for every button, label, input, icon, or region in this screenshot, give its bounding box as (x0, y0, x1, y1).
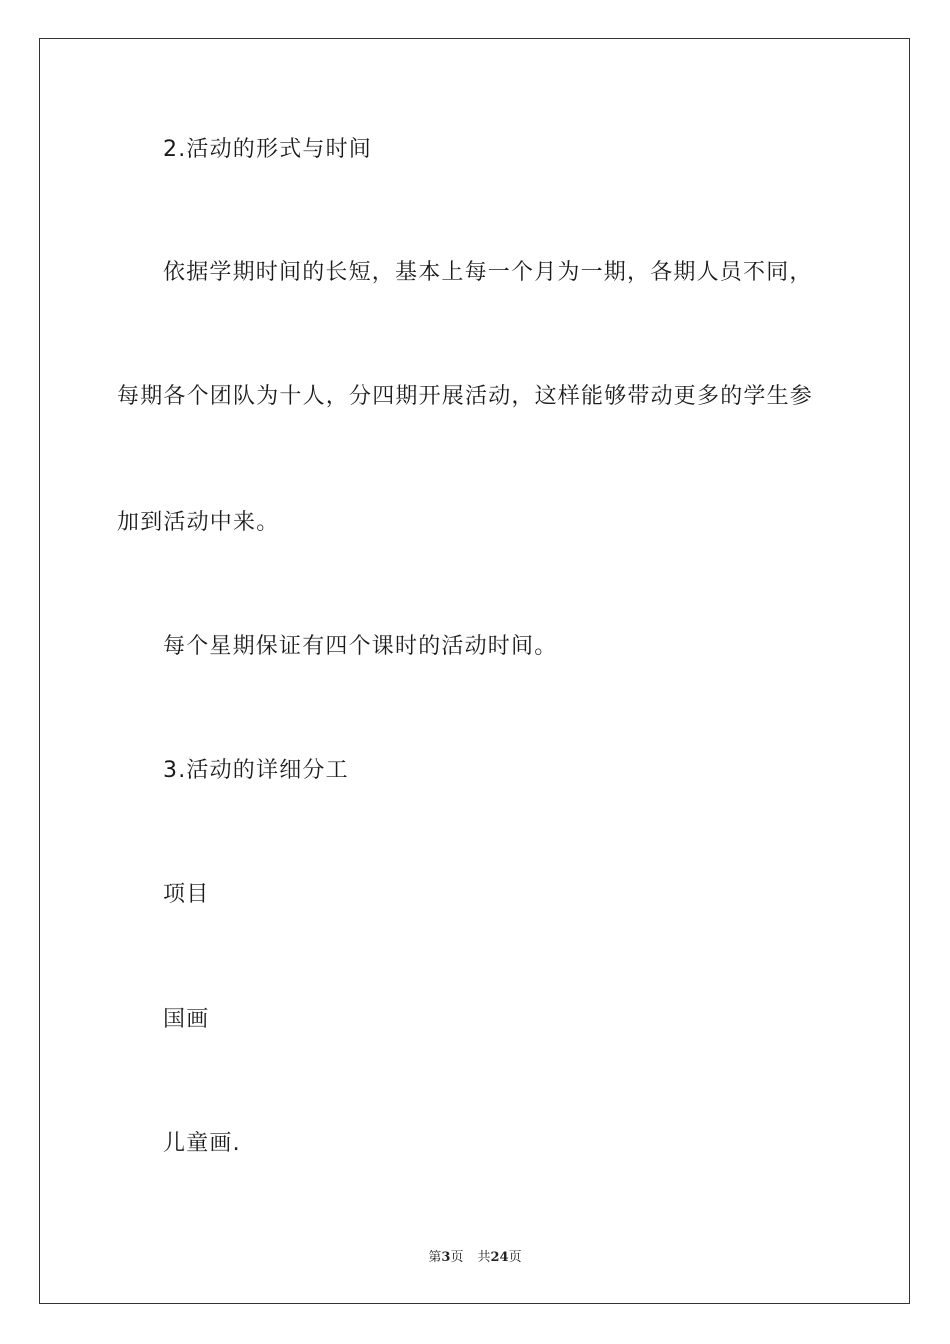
list-item: 国画 (163, 1007, 210, 1032)
list-item: 儿童画. (163, 1131, 241, 1156)
page-number: 3 (441, 1250, 451, 1265)
list-item: 项目 (163, 882, 210, 907)
page-footer (0, 1249, 950, 1267)
page-border (39, 38, 910, 1304)
paragraph-line: 依据学期时间的长短，基本上每一个月为一期，各期人员不同， (163, 260, 813, 285)
paragraph-line: 加到活动中来。 (117, 510, 280, 535)
total-pages: 24 (490, 1250, 509, 1265)
section-heading-3: 3.活动的详细分工 (163, 758, 349, 783)
paragraph-line: 每期各个团队为十人，分四期开展活动，这样能够带动更多的学生参 (117, 384, 814, 409)
section-heading-2: 2.活动的形式与时间 (163, 137, 372, 162)
paragraph-line: 每个星期保证有四个课时的活动时间。 (163, 634, 558, 659)
total-suffix: 页 (508, 1250, 522, 1265)
page-prefix: 第 (428, 1250, 442, 1265)
page-suffix: 页 (450, 1250, 464, 1265)
total-prefix: 共 (477, 1250, 491, 1265)
